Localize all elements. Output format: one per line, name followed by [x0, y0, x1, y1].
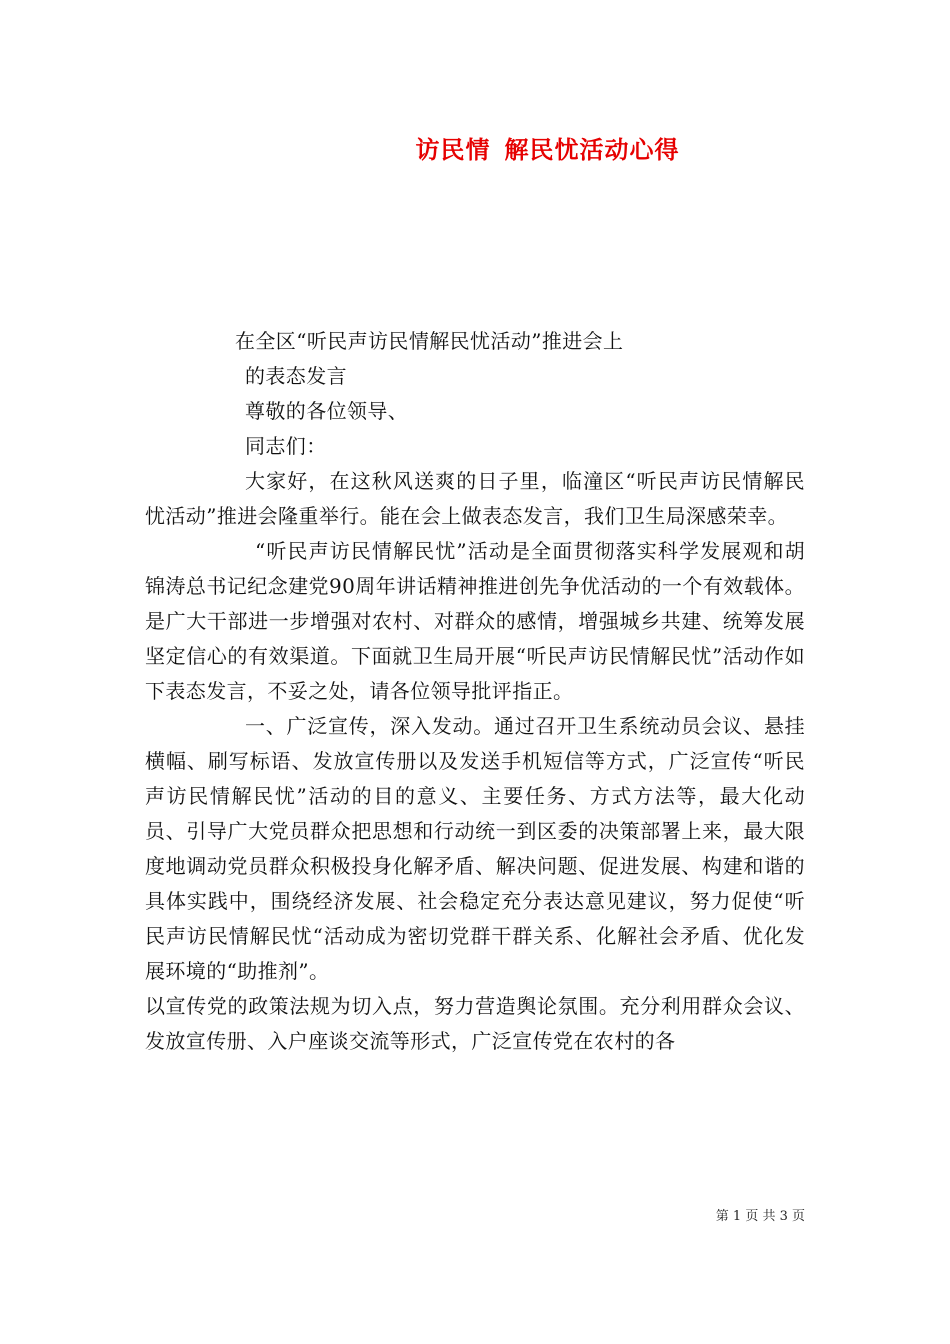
title-part-2: 解民忧活动心得: [504, 136, 680, 164]
body-paragraph-4: 以宣传党的政策法规为切入点，努力营造舆论氛围。充分利用群众会议、发放宣传册、入户座谈交流等形式，广泛宣传党在农村的各: [145, 994, 805, 1053]
body-paragraph-3: 一、广泛宣传，深入发动。通过召开卫生系统动员会议、悬挂横幅、刷写标语、发放宣传册以及发送手机短信等方式，广泛宣传“听民声访民情解民忧”活动的目的意义、主要任务、方式方法等，最大化动员、引导广大党员群众把思想和行动统一到区委的决策部署上来，最大限度地调动党员群众积极投身化解矛盾、解决问题、促进发展、构建和谐的具体实践中，围绕经济发展、社会稳定充分表达意见建议，努力促使“听民声访民情解民忧“活动成为密切党群干群关系、化解社会矛盾、优化发展环境的“助推剂”。: [145, 714, 805, 983]
body-paragraph-2: “听民声访民情解民忧”活动是全面贯彻落实科学发展观和胡锦涛总书记纪念建党90周年讲话精神推进创先争优活动的一个有效载体。是广大干部进一步增强对农村、对群众的感情，增强城乡共建、统筹发展坚定信心的有效渠道。下面就卫生局开展“听民声访民情解民忧”活动作如下表态发言，不妥之处，请各位领导批评指正。: [145, 539, 805, 703]
document-body: [145, 324, 805, 1059]
speech-heading-line-2: 的表态发言: [245, 364, 347, 388]
document-title: [0, 133, 950, 167]
page-number-footer: 第 1 页 共 3 页: [715, 1209, 805, 1224]
title-part-1: 访民情: [415, 136, 491, 164]
salutation-line-1: 尊敬的各位领导、: [245, 399, 409, 423]
speech-heading-line-1: 在全区“听民声访民情解民忧活动”推进会上: [235, 329, 624, 353]
salutation-line-2: 同志们：: [245, 434, 327, 458]
body-paragraph-1: 大家好，在这秋风送爽的日子里，临潼区“听民声访民情解民忧活动”推进会隆重举行。能在会上做表态发言，我们卫生局深感荣幸。: [145, 469, 805, 528]
